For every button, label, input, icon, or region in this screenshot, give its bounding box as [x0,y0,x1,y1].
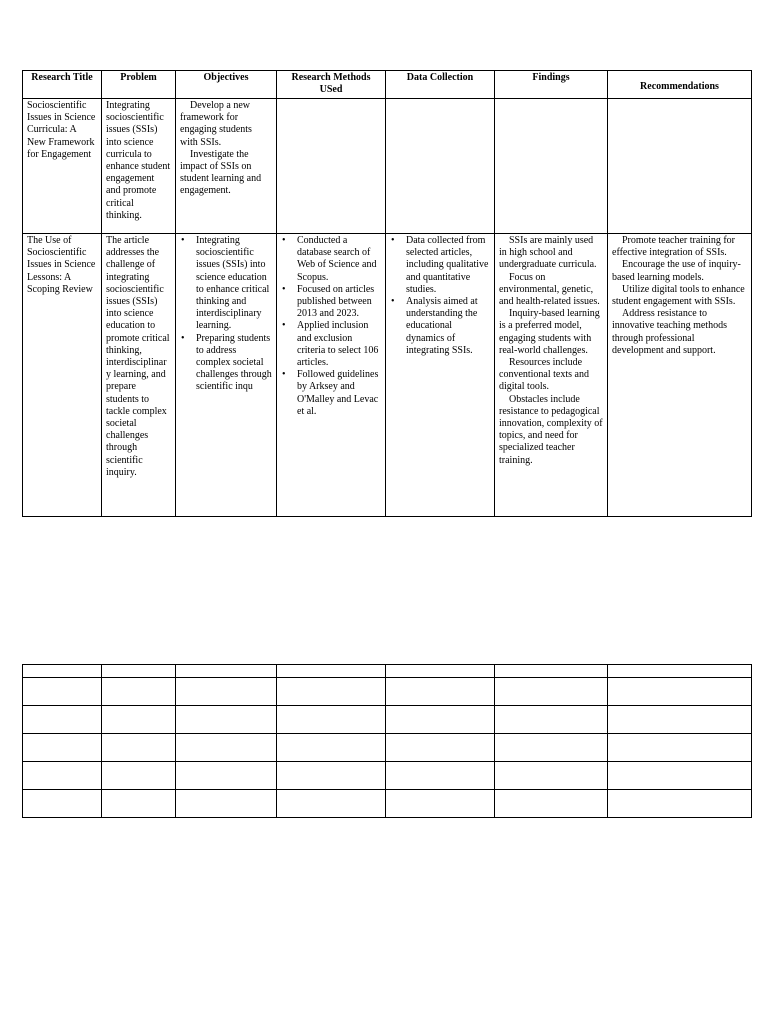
empty-cell [23,706,102,734]
empty-cell [102,734,176,762]
empty-cell [277,762,386,790]
empty-cell [23,762,102,790]
cell-data-collection [386,99,495,234]
empty-cell [495,706,608,734]
cell-findings [495,99,608,234]
empty-cell [23,790,102,818]
empty-cell [176,678,277,706]
objective-item: Develop a new framework for engaging students with SSIs. [180,100,252,148]
method-item: • Focused on articles published between 2013 and 2023. [297,284,381,321]
recommendation-item: Encourage the use of inquiry-based learning models. [612,259,741,283]
empty-cell [176,734,277,762]
empty-cell [23,678,102,706]
finding-item: Focus on environmental, genetic, and health-related issues. [499,271,600,308]
cell-research-title: The Use of Socioscientific Issues in Science Lessons: A Scoping Review [23,234,102,517]
empty-header-row [23,665,752,678]
cell-objectives [176,99,277,234]
header-data-collection: Data Collection [386,71,495,99]
empty-cell [386,706,495,734]
cell-data-collection [386,234,495,517]
empty-cell [495,665,608,678]
finding-item: SSIs are mainly used in high school and undergraduate curricula. [499,235,597,271]
empty-cell [176,706,277,734]
recommendation-item: Utilize digital tools to enhance student engagement with SSIs. [612,283,745,308]
empty-cell [495,678,608,706]
empty-cell [23,665,102,678]
cell-problem: Integrating socioscientific issues (SSIs) into science curricula to enhance student engagement and promote critical thinking. [102,99,176,234]
finding-item: Obstacles include resistance to pedagogical innovation, complexity of topics, and need for specialized teacher training. [499,393,603,466]
empty-cell [608,734,752,762]
empty-cell [277,665,386,678]
empty-row [23,678,752,706]
recommendation-item: Promote teacher training for effective integration of SSIs. [612,235,736,259]
empty-cell [102,665,176,678]
data-collection-list [390,235,490,357]
header-problem: Problem [102,71,176,99]
cell-findings [495,234,608,517]
objective-item: • Preparing students to address complex societal challenges through scientific inqu [196,333,272,394]
cell-problem: The article addresses the challenge of integrating socioscientific issues (SSIs) into science education to promote critical thinking, interdisciplinary learning, and prepare students to tackle complex societal challenges through scientific inquiry. [102,234,176,517]
empty-cell [495,790,608,818]
empty-cell [277,706,386,734]
cell-objectives [176,234,277,517]
empty-cell [608,665,752,678]
header-recommendations: Recommendations [608,71,752,99]
empty-cell [495,762,608,790]
data-collection-item: • Data collected from selected articles, including qualitative and quantitative studies. [406,235,490,296]
empty-cell [495,734,608,762]
empty-cell [608,706,752,734]
recommendation-item: Address resistance to innovative teaching methods through professional development and support. [612,308,727,356]
empty-row [23,790,752,818]
objective-item: Investigate the impact of SSIs on student learning and engagement. [180,148,262,197]
empty-cell [386,762,495,790]
empty-cell [277,790,386,818]
data-collection-item: • Analysis aimed at understanding the educational dynamics of integrating SSIs. [406,296,490,357]
empty-cell [277,734,386,762]
header-objectives: Objectives [176,71,277,99]
empty-cell [176,762,277,790]
empty-cell [23,734,102,762]
empty-cell [102,762,176,790]
empty-cell [386,665,495,678]
empty-cell [176,665,277,678]
empty-row [23,706,752,734]
method-item: • Conducted a database search of Web of Science and Scopus. [297,235,381,284]
empty-row [23,734,752,762]
empty-cell [102,678,176,706]
methods-list [281,235,381,418]
empty-row [23,762,752,790]
objectives-list [180,235,272,394]
empty-table [22,664,752,818]
method-item: • Followed guidelines by Arksey and O'Malley and Levac et al. [297,369,381,418]
empty-cell [608,678,752,706]
cell-research-methods [277,99,386,234]
header-research-title: Research Title [23,71,102,99]
cell-research-methods [277,234,386,517]
method-item: • Applied inclusion and exclusion criteria to select 106 articles. [297,320,381,369]
cell-research-title: Socioscientific Issues in Science Curricula: A New Framework for Engagement [23,99,102,234]
empty-cell [386,734,495,762]
finding-item: Resources include conventional texts and digital tools. [499,357,589,393]
empty-cell [608,790,752,818]
header-findings: Findings [495,71,608,99]
cell-recommendations [608,234,752,517]
empty-cell [277,678,386,706]
finding-item: Inquiry-based learning is a preferred model, engaging students with real-world challenges. [499,308,600,356]
empty-cell [386,790,495,818]
empty-cell [102,706,176,734]
objective-item: • Integrating socioscientific issues (SSIs) into science education to enhance critical thinking and interdisciplinary learning. [196,235,272,333]
table-row [23,99,752,234]
header-research-methods: Research Methods USed [277,71,386,99]
empty-cell [176,790,277,818]
header-row [23,71,752,99]
research-matrix-table [22,70,752,517]
cell-recommendations [608,99,752,234]
empty-cell [102,790,176,818]
empty-cell [608,762,752,790]
table-row [23,234,752,517]
empty-cell [386,678,495,706]
